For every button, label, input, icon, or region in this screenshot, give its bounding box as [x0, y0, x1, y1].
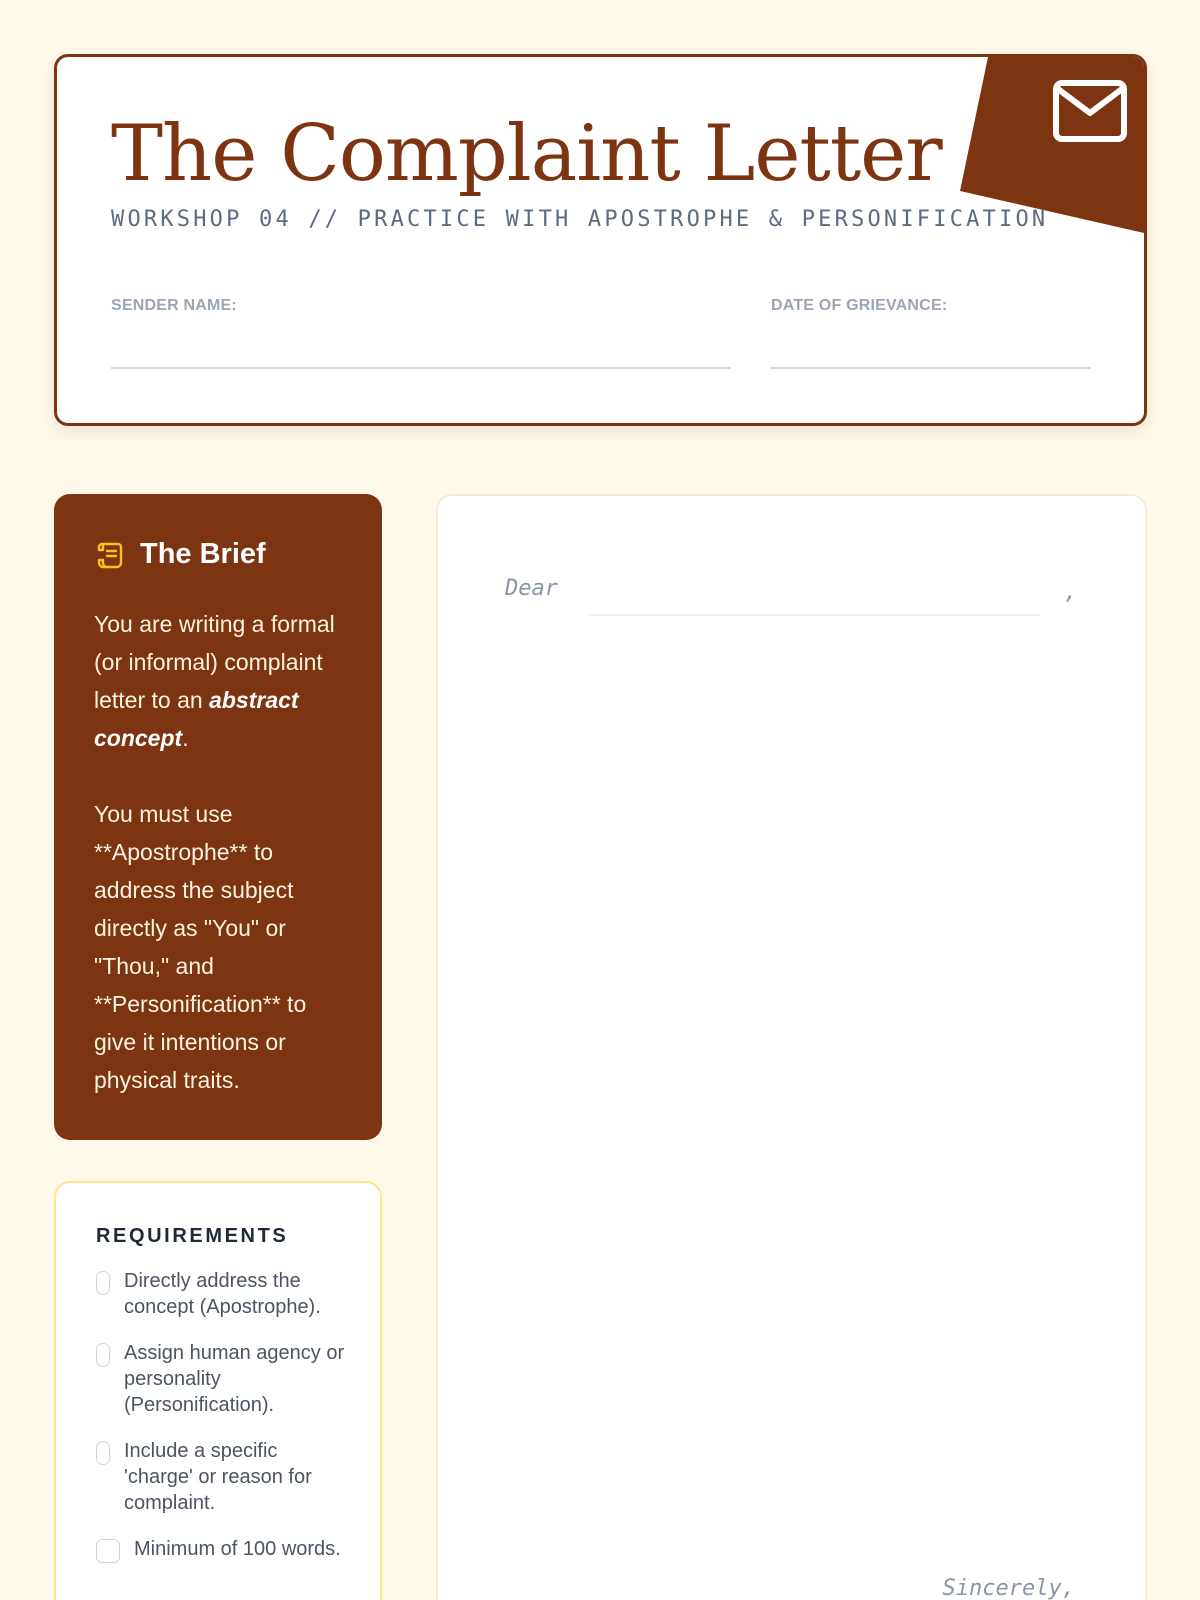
brief-body [94, 605, 342, 1099]
brief-emphasis: abstract concept [94, 687, 299, 751]
requirements-card [54, 1181, 382, 1600]
date-of-grievance-field[interactable] [771, 367, 1091, 369]
scroll-icon [94, 539, 126, 571]
salutation-label: Dear [505, 576, 558, 601]
brief-card [54, 494, 382, 1140]
brief-header [94, 538, 342, 571]
brief-paragraph-2: You must use **Apostrophe** to address the subject directly as "You" or "Thou," and **Personification** to give it intentions or physical traits. [94, 801, 307, 1093]
sender-name-label: SENDER NAME: [111, 297, 237, 314]
mail-icon [1052, 79, 1128, 143]
date-of-grievance-label: DATE OF GRIEVANCE: [771, 297, 948, 314]
requirement-label: Minimum of 100 words. [134, 1538, 341, 1560]
requirement-checkbox[interactable] [96, 1343, 110, 1367]
requirement-checkbox[interactable] [96, 1271, 110, 1295]
sender-name-field[interactable] [111, 367, 731, 369]
brief-paragraph-1 [94, 605, 342, 757]
letter-sheet [436, 494, 1147, 1600]
brief-title: The Brief [140, 538, 266, 570]
requirement-checkbox[interactable] [96, 1539, 120, 1563]
requirement-label: Assign human agency or personality (Personification). [124, 1342, 345, 1416]
brief-paragraph-1-text: You are writing a formal (or informal) complaint letter to an [94, 611, 335, 713]
requirement-item[interactable] [96, 1536, 348, 1563]
requirement-label: Directly address the concept (Apostrophe). [124, 1270, 321, 1318]
requirement-checkbox[interactable] [96, 1441, 110, 1465]
requirements-title: REQUIREMENTS [96, 1225, 289, 1247]
recipient-input[interactable] [588, 614, 1040, 616]
worksheet-header [54, 54, 1147, 426]
page-title: The Complaint Letter [111, 109, 942, 199]
requirement-item[interactable] [96, 1438, 348, 1516]
salutation-comma: , [1064, 580, 1078, 605]
requirement-item[interactable] [96, 1268, 348, 1320]
brief-paragraph-1-end: . [182, 725, 189, 751]
requirement-item[interactable] [96, 1340, 348, 1418]
page-subtitle: WORKSHOP 04 // PRACTICE WITH APOSTROPHE & PERSONIFICATION [111, 207, 1049, 232]
closing-label: Sincerely, [942, 1576, 1075, 1600]
requirement-label: Include a specific 'charge' or reason for complaint. [124, 1440, 312, 1514]
